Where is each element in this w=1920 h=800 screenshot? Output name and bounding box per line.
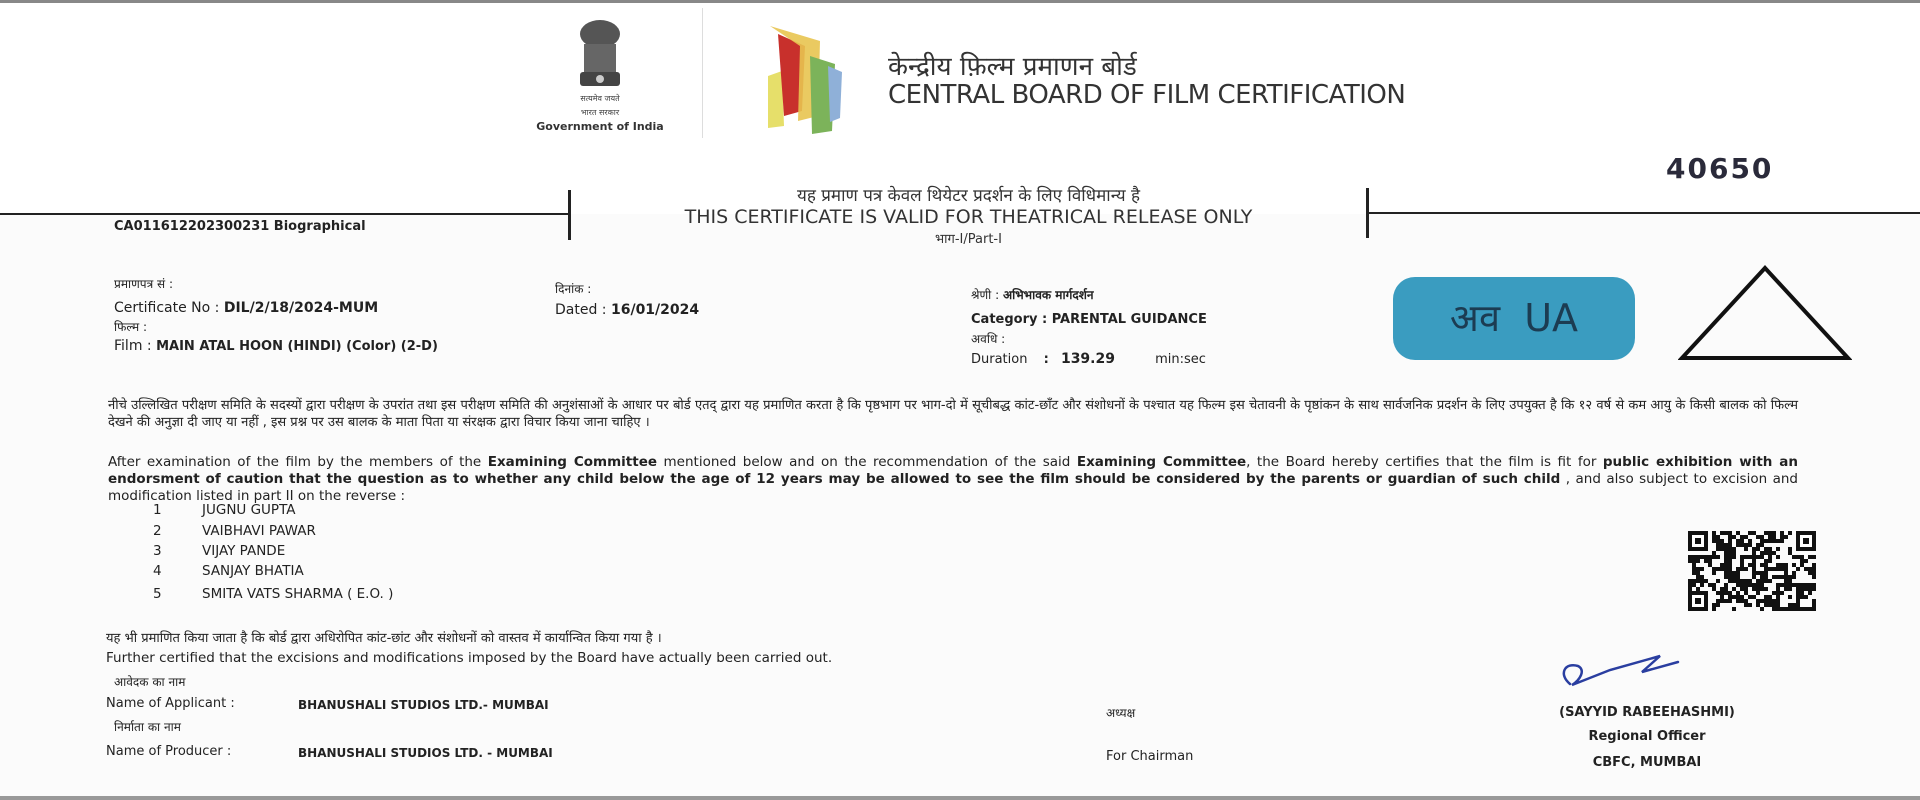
committee-name: SMITA VATS SHARMA ( E.O. ) — [202, 586, 394, 602]
para-bold: Examining Committee — [1076, 454, 1247, 470]
duration-hindi: अवधि : — [971, 332, 1006, 346]
committee-num: 1 — [153, 502, 162, 518]
producer-hindi: निर्माता का नाम — [114, 720, 181, 734]
duration-colon: : — [1043, 352, 1049, 367]
applicant-value: BHANUSHALI STUDIOS LTD.- MUMBAI — [298, 698, 549, 712]
committee-name: VAIBHAVI PAWAR — [202, 523, 316, 539]
board-name-hindi: केन्द्रीय फ़िल्म प्रमाणन बोर्ड — [888, 52, 1137, 82]
applicant-hindi: आवेदक का नाम — [114, 675, 186, 689]
emblem-label: Government of India — [536, 120, 664, 133]
validity-english: THIS CERTIFICATE IS VALID FOR THEATRICAL RELEASE ONLY — [684, 206, 1253, 228]
category-hindi-label: श्रेणी : — [971, 288, 1000, 302]
reference-code: CA011612202300231 Biographical — [114, 219, 366, 234]
banner-line-left — [0, 213, 569, 215]
certificate-no-value: DIL/2/18/2024-MUM — [223, 300, 379, 316]
committee-num: 5 — [153, 586, 162, 602]
category-hindi-value: अभिभावक मार्गदर्शन — [1002, 288, 1094, 302]
film-value: MAIN ATAL HOON (HINDI) (Color) (2-D) — [156, 339, 438, 354]
duration-label: Duration — [971, 352, 1028, 367]
committee-num: 2 — [153, 523, 162, 539]
warning-triangle-icon — [1678, 264, 1852, 362]
applicant-label: Name of Applicant : — [106, 696, 235, 711]
producer-value: BHANUSHALI STUDIOS LTD. - MUMBAI — [298, 746, 553, 760]
committee-name: JUGNU GUPTA — [202, 502, 296, 518]
date-label: Dated : — [555, 302, 607, 318]
qr-code-icon[interactable] — [1688, 530, 1816, 612]
certificate-no-hindi: प्रमाणपत्र सं : — [114, 277, 174, 291]
officer-name: (SAYYID RABEEHASHMI) — [1559, 705, 1735, 720]
certificate-no-label: Certificate No : — [114, 300, 220, 316]
para-bold: Examining Committee — [487, 454, 658, 470]
category-value: : PARENTAL GUIDANCE — [1042, 312, 1207, 327]
officer-office: CBFC, MUMBAI — [1592, 755, 1702, 770]
serial-number: 40650 — [1666, 152, 1774, 185]
film-hindi: फिल्म : — [114, 320, 148, 334]
hindi-paragraph: नीचे उल्लिखित परीक्षण समिति के सदस्यों द्वारा परीक्षण के उपरांत तथा इस परीक्षण समिति की अनुशंसाओं के आधार पर बोर्ड एतद् द्वारा यह प्रमाणित करता है कि पृष्ठभाग पर भाग-दो में सूचीबद्ध कांट-छाँट और संशोधनों के पश्चात यह फिल्म इस चेतावनी के पृष्ठांकन के साथ सार्वजनिक प्रदर्शन के लिए उपयुक्त है कि १२ वर्ष से कम आयु के किसी बालक को फिल्म देखने की अनुज्ञा दी जाए या नहीं , इस प्रश्न पर उस बालक के माता पिता या संरक्षक द्वारा विचार किया जाना चाहिए । — [108, 398, 1798, 430]
header-divider — [702, 8, 703, 138]
committee-name: VIJAY PANDE — [202, 543, 286, 559]
date-hindi: दिनांक : — [555, 282, 592, 296]
english-paragraph — [108, 454, 1798, 505]
bottom-border — [0, 796, 1920, 800]
film-label: Film : — [114, 338, 152, 354]
para-bold: public exhibition with an endorsment of caution that the question as to whether any child below the age of 12 years may be allowed to see the film should be considered by the parents or guardian of such child — [108, 454, 1799, 487]
ashoka-emblem-icon — [530, 16, 670, 96]
duration-unit: min:sec — [1155, 352, 1206, 367]
committee-num: 3 — [153, 543, 162, 559]
date-value: 16/01/2024 — [610, 302, 700, 318]
para-text: , and also subject to excision and modification listed in part II on the reverse : — [108, 471, 1798, 504]
further-hindi: यह भी प्रमाणित किया जाता है कि बोर्ड द्वारा अधिरोपित कांट-छांट और संशोधनों को वास्तव में कार्यान्वित किया गया है । — [106, 631, 662, 646]
validity-hindi: यह प्रमाण पत्र केवल थियेटर प्रदर्शन के लिए विधिमान्य है — [796, 186, 1141, 206]
emblem-hindi: भारत सरकार — [580, 108, 620, 117]
top-border — [0, 0, 1920, 3]
producer-label: Name of Producer : — [106, 744, 232, 759]
chairman-label: For Chairman — [1106, 749, 1194, 764]
rating-badge: अव UA — [1393, 277, 1635, 360]
committee-num: 4 — [153, 563, 162, 579]
signature — [1550, 652, 1685, 692]
board-name: CENTRAL BOARD OF FILM CERTIFICATION — [888, 80, 1406, 110]
cbfc-logo-icon — [760, 16, 875, 134]
government-emblem — [530, 16, 670, 136]
further-english: Further certified that the excisions and modifications imposed by the Board have actually been carried out. — [106, 650, 833, 666]
para-text: After examination of the film by the members of the — [108, 454, 488, 470]
chairman-hindi: अध्यक्ष — [1106, 706, 1136, 720]
emblem-motto: सत्यमेव जयते — [580, 94, 620, 103]
committee-name: SANJAY BHATIA — [202, 563, 304, 579]
banner-line-right — [1368, 212, 1920, 214]
para-text: mentioned below and on the recommendation of the said — [657, 454, 1077, 470]
validity-part: भाग-I/Part-I — [935, 232, 1002, 247]
para-text: , the Board hereby certifies that the film is fit for — [1246, 454, 1603, 470]
category-label: Category — [971, 312, 1038, 327]
officer-title: Regional Officer — [1588, 729, 1706, 744]
duration-value: 139.29 — [1060, 351, 1115, 367]
